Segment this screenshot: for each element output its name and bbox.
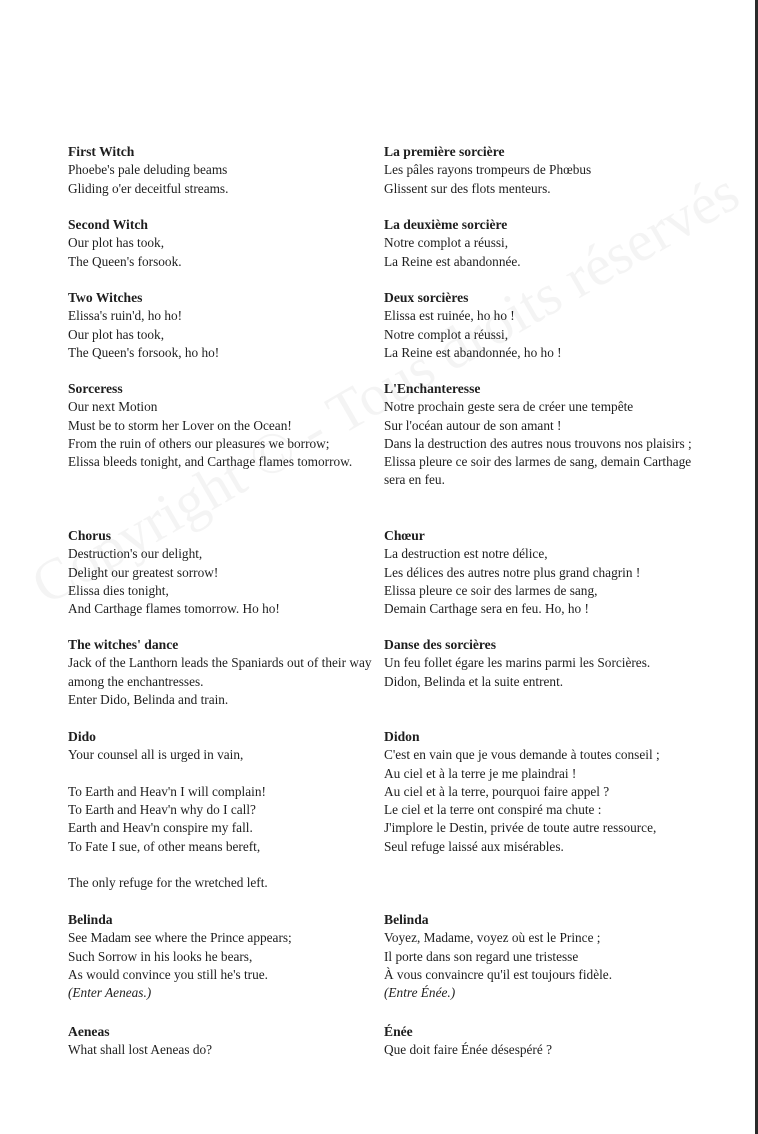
verse-line: C'est en vain que je vous demande à toutes conseil ; — [384, 747, 660, 763]
left-section-chorus — [68, 527, 398, 618]
verse-line: To Earth and Heav'n I will complain! — [68, 783, 266, 799]
right-section-deux-sorcieres — [384, 289, 714, 362]
speaker-name: Belinda — [68, 912, 113, 927]
speaker-name: L'Enchanteresse — [384, 381, 481, 396]
verse-line: La Reine est abandonnée, ho ho ! — [384, 344, 562, 360]
verse-line: Earth and Heav'n conspire my fall. — [68, 820, 253, 836]
right-section-danse-des-sorcieres — [384, 636, 714, 691]
verse-line: Que doit faire Énée désespéré ? — [384, 1042, 552, 1058]
verse-line: Seul refuge laissé aux misérables. — [384, 838, 564, 854]
verse-line: Our plot has took, — [68, 235, 165, 251]
speaker-name: The witches' dance — [68, 637, 179, 652]
verse-line: Gliding o'er deceitful streams. — [68, 180, 229, 196]
verse-line: See Madam see where the Prince appears; — [68, 930, 292, 946]
right-section-belinda — [384, 911, 714, 1002]
right-section-ch-ur — [384, 527, 714, 618]
right-section-la-premiere-sorciere — [384, 143, 714, 198]
speaker-name: Aeneas — [68, 1024, 110, 1039]
left-section-second-witch — [68, 216, 398, 271]
speaker-name: Belinda — [384, 912, 429, 927]
verse-line: La Reine est abandonnée. — [384, 253, 521, 269]
verse-line: Elissa est ruinée, ho ho ! — [384, 308, 515, 324]
speaker-name: Didon — [384, 729, 420, 744]
verse-line: Voyez, Madame, voyez où est le Prince ; — [384, 930, 601, 946]
verse-line: The Queen's forsook, ho ho! — [68, 344, 220, 360]
verse-line: Destruction's our delight, — [68, 546, 203, 562]
left-section-dido — [68, 728, 398, 893]
verse-line: À vous convaincre qu'il est toujours fidèle. — [384, 966, 613, 982]
verse-line: Dans la destruction des autres nous trouvons nos plaisirs ; — [384, 435, 692, 451]
stage-direction: (Entre Énée.) — [384, 985, 456, 1001]
verse-line: Our plot has took, — [68, 326, 165, 342]
verse-line: Elissa bleeds tonight, and Carthage flames tomorrow. — [68, 454, 353, 470]
verse-line: Notre complot a réussi, — [384, 326, 509, 342]
speaker-name: First Witch — [68, 144, 135, 159]
stanza-gap — [68, 765, 398, 783]
verse-line: La destruction est notre délice, — [384, 546, 548, 562]
verse-line: To Earth and Heav'n why do I call? — [68, 802, 256, 818]
speaker-name: Sorceress — [68, 381, 123, 396]
speaker-name: Chœur — [384, 528, 425, 543]
verse-line: Your counsel all is urged in vain, — [68, 747, 244, 763]
verse-line: Notre prochain geste sera de créer une tempête — [384, 399, 634, 415]
speaker-name: La deuxième sorcière — [384, 217, 508, 232]
verse-line: Glissent sur des flots menteurs. — [384, 180, 551, 196]
right-section-l-enchanteresse — [384, 380, 714, 490]
left-section-aeneas — [68, 1023, 398, 1060]
left-section-the-witches-dance — [68, 636, 398, 709]
verse-line: Elissa pleure ce soir des larmes de sang, — [384, 582, 598, 598]
verse-line: And Carthage flames tomorrow. Ho ho! — [68, 601, 280, 617]
stanza-gap — [68, 856, 398, 874]
right-section-la-deuxieme-sorciere — [384, 216, 714, 271]
left-section-sorceress — [68, 380, 398, 471]
speaker-name: Dido — [68, 729, 96, 744]
left-section-first-witch — [68, 143, 398, 198]
right-section-didon — [384, 728, 714, 856]
verse-line: To Fate I sue, of other means bereft, — [68, 838, 261, 854]
verse-line: Must be to storm her Lover on the Ocean! — [68, 417, 292, 433]
verse-line: The only refuge for the wretched left. — [68, 875, 268, 891]
verse-line: Such Sorrow in his looks he bears, — [68, 948, 253, 964]
speaker-name: La première sorcière — [384, 144, 505, 159]
speaker-name: Chorus — [68, 528, 112, 543]
verse-line: Elissa dies tonight, — [68, 582, 169, 598]
verse-line: Il porte dans son regard une tristesse — [384, 948, 579, 964]
verse-line: Le ciel et la terre ont conspiré ma chute : — [384, 802, 602, 818]
verse-line: Un feu follet égare les marins parmi les Sorcières. — [384, 655, 651, 671]
verse-line: Didon, Belinda et la suite entrent. — [384, 673, 564, 689]
speaker-name: Second Witch — [68, 217, 148, 232]
speaker-name: Énée — [384, 1024, 413, 1039]
right-section-enee — [384, 1023, 714, 1060]
verse-line: Demain Carthage sera en feu. Ho, ho ! — [384, 601, 589, 617]
left-section-belinda — [68, 911, 398, 1002]
verse-line: Les délices des autres notre plus grand chagrin ! — [384, 564, 641, 580]
speaker-name: Deux sorcières — [384, 290, 469, 305]
verse-line: Elissa pleure ce soir des larmes de sang, demain Carthage sera en feu. — [384, 454, 692, 488]
verse-line: What shall lost Aeneas do? — [68, 1042, 213, 1058]
verse-line: Delight our greatest sorrow! — [68, 564, 219, 580]
verse-line: J'implore le Destin, privée de toute autre ressource, — [384, 820, 657, 836]
verse-line: Au ciel et à la terre je me plaindrai ! — [384, 765, 577, 781]
verse-line: Sur l'océan autour de son amant ! — [384, 417, 562, 433]
verse-line: The Queen's forsook. — [68, 253, 182, 269]
verse-line: From the ruin of others our pleasures we borrow; — [68, 435, 330, 451]
speaker-name: Two Witches — [68, 290, 143, 305]
stage-direction: (Enter Aeneas.) — [68, 985, 152, 1001]
verse-line: Jack of the Lanthorn leads the Spaniards out of their way among the enchantresses. — [68, 655, 372, 689]
verse-line: Elissa's ruin'd, ho ho! — [68, 308, 183, 324]
verse-line: Au ciel et à la terre, pourquoi faire appel ? — [384, 783, 610, 799]
verse-line: Our next Motion — [68, 399, 158, 415]
verse-line: Enter Dido, Belinda and train. — [68, 691, 229, 707]
verse-line: Les pâles rayons trompeurs de Phœbus — [384, 162, 592, 178]
left-section-two-witches — [68, 289, 398, 362]
verse-line: Notre complot a réussi, — [384, 235, 509, 251]
verse-line: Phoebe's pale deluding beams — [68, 162, 228, 178]
verse-line: As would convince you still he's true. — [68, 966, 268, 982]
speaker-name: Danse des sorcières — [384, 637, 497, 652]
